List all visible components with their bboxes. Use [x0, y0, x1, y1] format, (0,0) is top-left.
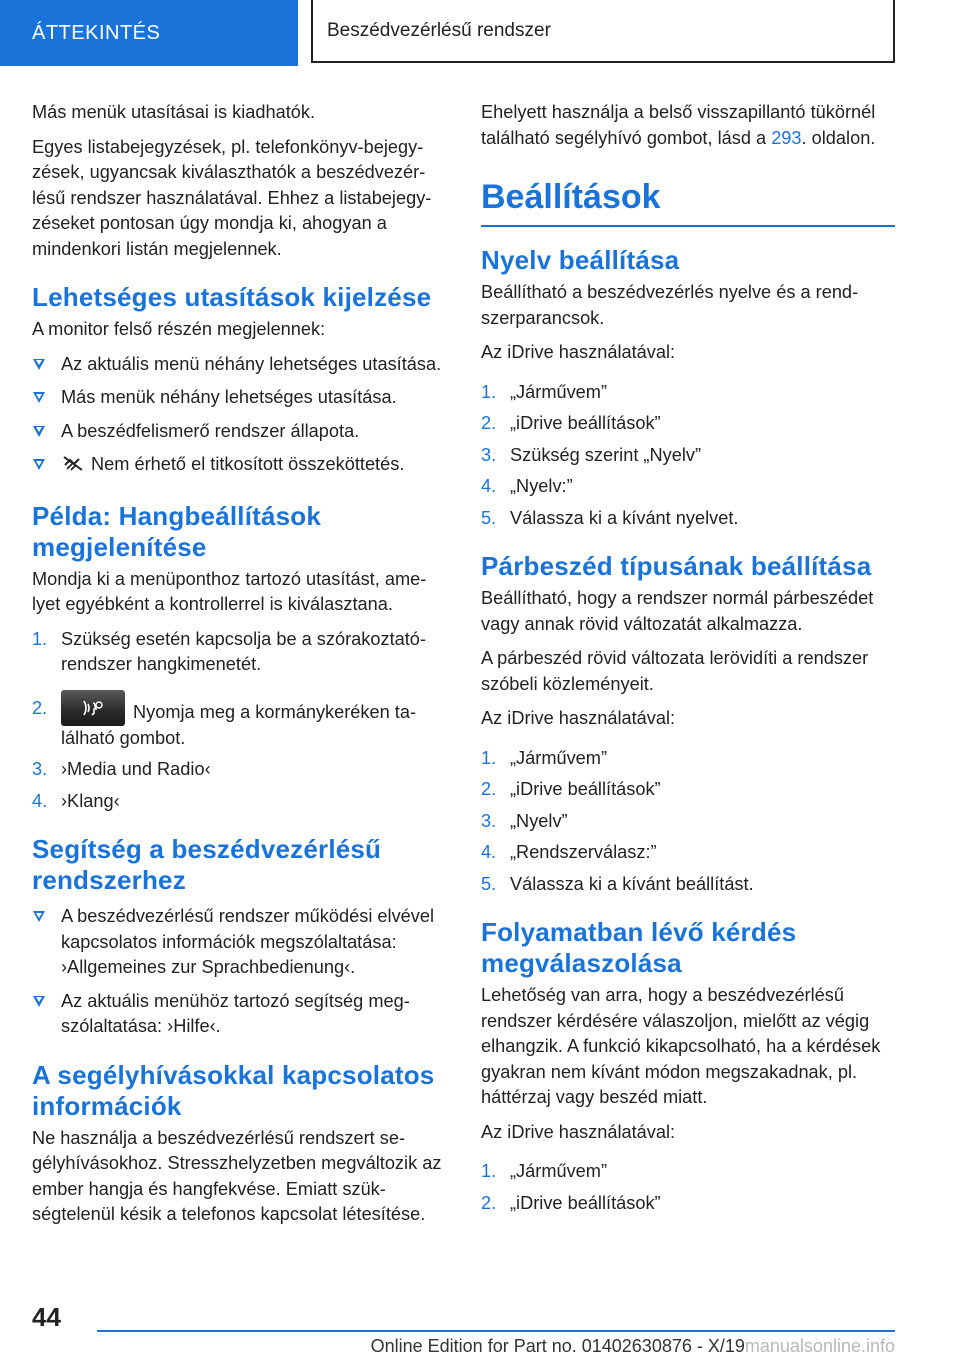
paragraph: Mondja ki a menüponthoz tartozó utasítást, amelyet egyébként a kontrollerrel is kiválasztana. — [32, 568, 427, 614]
step-number: 4. — [32, 790, 48, 811]
heading-rule — [481, 225, 895, 227]
edition-text: Online Edition for Part no. 01402630876 - X/19 — [370, 1336, 745, 1356]
page-number: 44 — [32, 1302, 61, 1332]
list-item — [32, 627, 444, 678]
right-column — [481, 100, 895, 1222]
triangle-bullet-icon — [34, 360, 44, 369]
section-heading: Folyamatban lévő kérdés megválaszolása — [481, 917, 797, 978]
list-item — [481, 474, 895, 500]
section-heading: Lehetséges utasítások kijelzése — [32, 282, 432, 312]
section-heading: Nyelv beállítása — [481, 245, 680, 275]
step-number: 1. — [32, 628, 48, 649]
list-item — [481, 380, 895, 406]
step-text: „Rendszerválasz:” — [510, 842, 657, 862]
step-number: 1. — [481, 1161, 497, 1181]
step-number: 2. — [32, 697, 48, 718]
list-item — [32, 757, 444, 783]
step-number: 2. — [481, 1192, 497, 1213]
step-text: „Nyelv” — [510, 810, 568, 831]
triangle-bullet-icon — [34, 460, 44, 469]
paragraph: Egyes listabejegyzések, pl. telefonkönyv-bejegyzések, ugyancsak kiválaszthatók a beszédvezérlésű rendszer használatával. Ehhez a listabejegyzéseket pontosan úgy mondja ki, ahogyan a mindenkori listán megjelennek. — [32, 136, 432, 259]
list-item — [32, 452, 444, 481]
list-item-text: Más menük néhány lehetséges utasítása. — [61, 387, 397, 407]
step-text: „iDrive beállítások” — [510, 1192, 661, 1213]
triangle-bullet-icon — [34, 393, 44, 402]
list-item-text: A beszédvezérlésű rendszer működési elvével kapcsolatos információk megszólaltatása: ›Allgemeines zur Sprachbedienung‹. — [61, 906, 435, 977]
list-item — [32, 690, 444, 752]
list-item — [32, 904, 444, 981]
footer-rule — [97, 1330, 895, 1332]
list-item — [32, 989, 444, 1040]
numbered-list — [481, 1159, 895, 1216]
triangle-bullet-icon — [34, 427, 44, 436]
section-barge-in — [481, 917, 895, 1216]
step-text: Nyomja meg a kormánykeréken található gombot. — [61, 701, 417, 748]
page-header — [0, 0, 960, 66]
list-item-text: Az aktuális menü néhány lehetséges utasítása. — [61, 353, 442, 374]
numbered-list — [32, 627, 444, 815]
section-language — [481, 245, 895, 531]
bullet-list — [32, 904, 444, 1040]
step-number: 5. — [481, 507, 497, 528]
paragraph: Más menük utasításai is kiadhatók. — [32, 102, 316, 122]
section-heading: Párbeszéd típusának beállítása — [481, 551, 872, 581]
paragraph: Az iDrive használatával: — [481, 342, 676, 362]
settings-chapter — [481, 175, 895, 227]
list-item — [481, 809, 895, 835]
list-item — [481, 777, 895, 803]
chapter-heading: Beállítások — [481, 178, 661, 216]
step-number: 2. — [481, 413, 497, 433]
step-number: 4. — [481, 842, 497, 862]
paragraph: A monitor felső részén megjelennek: — [32, 319, 326, 339]
watermark: manualsonline.info — [744, 1336, 895, 1356]
footer-edition — [0, 1336, 895, 1357]
list-item — [481, 840, 895, 866]
paragraph: A párbeszéd rövid változata lerövidíti a rendszer szóbeli közleményeit. — [481, 648, 869, 694]
list-item — [32, 352, 444, 378]
paragraph-text: Ehelyett használja a belső visszapillantó tükörnél található segélyhívó gombot, lásd a — [481, 102, 876, 148]
list-item-text: A beszédfelismerő rendszer állapota. — [61, 420, 360, 441]
list-item — [481, 746, 895, 772]
step-text: ›Klang‹ — [61, 790, 120, 811]
step-text: „Járművem” — [510, 381, 608, 402]
triangle-bullet-icon — [34, 997, 44, 1006]
step-number: 2. — [481, 779, 497, 799]
list-item-text: Nem érhető el titkosított összeköttetés. — [91, 454, 405, 474]
step-text: Szükség szerint „Nyelv” — [510, 444, 702, 465]
step-number: 5. — [481, 873, 497, 894]
step-number: 4. — [481, 476, 497, 496]
step-text: „Járművem” — [510, 747, 608, 768]
step-number: 3. — [481, 810, 497, 831]
page-reference-link[interactable]: 293 — [771, 127, 802, 148]
section-help — [32, 834, 444, 1040]
list-item — [32, 789, 444, 815]
step-number: 1. — [481, 747, 497, 768]
list-item — [481, 1191, 895, 1217]
list-item — [481, 506, 895, 532]
list-item — [481, 1159, 895, 1185]
list-item-text: Az aktuális menühöz tartozó segítség megszólaltatása: ›Hilfe‹. — [61, 990, 410, 1036]
list-item — [481, 443, 895, 469]
list-item — [481, 872, 895, 898]
numbered-list — [481, 746, 895, 898]
paragraph: Lehetőség van arra, hogy a beszédvezérlésű rendszer kérdésére válaszoljon, mielőtt az végig elhangzik. A funkció kikapcsolható, ha a kérdések gyakran nem kívánt módon megszakadnak, pl. háttérzaj vagy beszéd miatt. — [481, 985, 881, 1107]
bullet-list — [32, 352, 444, 481]
step-text: „iDrive beállítások” — [510, 779, 661, 799]
section-tab: ÁTTEKINTÉS — [0, 0, 298, 66]
list-item — [32, 385, 444, 411]
step-number: 3. — [32, 759, 48, 779]
paragraph: Beállítható, hogy a rendszer normál párbeszédet vagy annak rövid változatát alkalmazza. — [481, 588, 874, 634]
section-heading: Segítség a beszédvezérlésű rendszerhez — [32, 834, 382, 895]
paragraph-text: . oldalon. — [801, 127, 876, 148]
section-example-sound — [32, 501, 444, 815]
paragraph: Ne használja a beszédvezérlésű rendszert segélyhívásokhoz. Stresszhelyzetben megváltozik az ember hangja és hangfekvése. Emiatt szükségtelenül késik a telefonos kapcsolat létesítése. — [32, 1127, 442, 1224]
step-text: „Járművem” — [510, 1161, 608, 1181]
list-item — [32, 419, 444, 445]
step-number: 3. — [481, 444, 497, 465]
step-text: „Nyelv:” — [510, 476, 573, 496]
paragraph: Az iDrive használatával: — [481, 708, 676, 728]
no-encryption-icon — [61, 453, 85, 481]
paragraph: Az iDrive használatával: — [481, 1121, 676, 1142]
step-text: „iDrive beállítások” — [510, 413, 661, 433]
step-text: Szükség esetén kapcsolja be a szórakoztatórendszer hangkimenetét. — [61, 628, 426, 674]
list-item — [481, 411, 895, 437]
numbered-list — [481, 380, 895, 532]
triangle-bullet-icon — [34, 912, 44, 921]
step-text: Válassza ki a kívánt nyelvet. — [510, 507, 739, 528]
left-column — [32, 100, 444, 1237]
section-heading: A segélyhívásokkal kapcsolatos információk — [32, 1059, 435, 1121]
paragraph: Beállítható a beszédvezérlés nyelve és a rendszerparancsok. — [481, 282, 859, 328]
voice-control-button-icon — [61, 690, 125, 726]
section-dialog-type — [481, 551, 895, 897]
chapter-title: Beszédvezérlésű rendszer — [311, 0, 895, 63]
step-text: ›Media und Radio‹ — [61, 759, 211, 779]
section-heading: Példa: Hangbeállítások megjelenítése — [32, 500, 322, 562]
section-emergency — [32, 1060, 444, 1228]
step-number: 1. — [481, 381, 497, 402]
paragraph — [481, 100, 895, 151]
section-display-commands — [32, 282, 444, 481]
step-text: Válassza ki a kívánt beállítást. — [510, 873, 754, 894]
